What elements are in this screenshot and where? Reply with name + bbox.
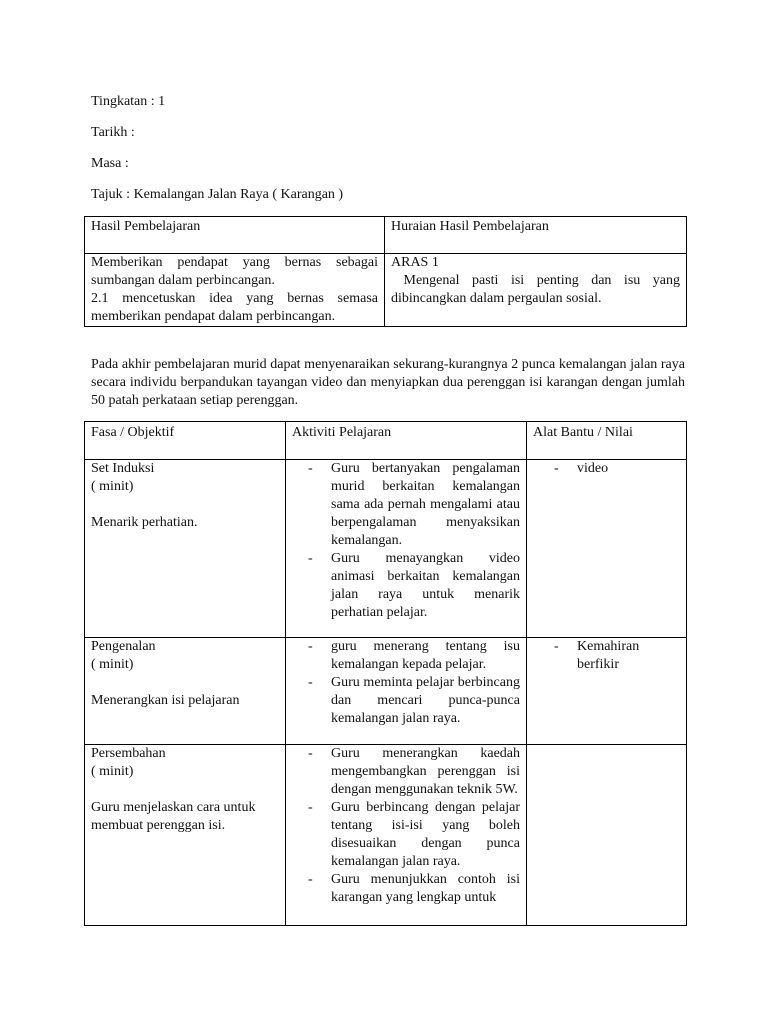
- list-item: - video: [554, 461, 609, 476]
- phase-duration: ( minit): [91, 479, 134, 494]
- tingkatan-line: Tingkatan : 1: [91, 94, 166, 109]
- phase-duration: ( minit): [91, 657, 134, 672]
- bullet-dash: -: [308, 461, 313, 476]
- tajuk-line: Tajuk : Kemalangan Jalan Raya ( Karangan ): [91, 187, 344, 202]
- list-item: - guru menerang tentang isu kemalangan kepada pelajar.: [308, 639, 520, 672]
- phase-duration: ( minit): [91, 764, 134, 779]
- header-aktiviti: Aktiviti Pelajaran: [286, 422, 527, 460]
- aids-cell: [527, 745, 687, 926]
- bullet-dash: -: [308, 551, 313, 566]
- list-item: - Guru menayangkan video animasi berkaitan kemalangan jalan raya untuk menarik perhatian pelajar.: [308, 551, 520, 620]
- activity-cell: [286, 745, 527, 926]
- activity-row-persembahan: [85, 745, 687, 926]
- list-item: - Guru berbincang dengan pelajar tentang isi-isi yang boleh disesuaikan dengan punca kemalangan jalan raya.: [308, 800, 520, 869]
- phase-objective: Guru menjelaskan cara untuk membuat perenggan isi.: [91, 800, 256, 833]
- outcome-standard: 2.1 mencetuskan idea yang bernas semasa memberikan pendapat dalam perbincangan.: [91, 291, 378, 324]
- activity-cell: [286, 638, 527, 745]
- list-item: - Guru menerangkan kaedah mengembangkan perenggan isi dengan menggunakan teknik 5W.: [308, 746, 520, 797]
- outcome-statement: Memberikan pendapat yang bernas sebagai sumbangan dalam perbincangan.: [91, 255, 378, 288]
- learning-outcomes-table: [84, 216, 687, 327]
- phase-cell: [85, 638, 286, 745]
- lesson-activity-table: [84, 421, 687, 926]
- aids-cell: [527, 638, 687, 745]
- header-fasa: Fasa / Objektif: [85, 422, 286, 460]
- phase-cell: [85, 745, 286, 926]
- tarikh-line: Tarikh :: [91, 125, 135, 140]
- bullet-dash: -: [554, 461, 559, 476]
- objective-paragraph: Pada akhir pembelajaran murid dapat menyenaraikan sekurang-kurangnya 2 punca kemalangan jalan raya secara individu berpandukan tayangan video dan menyiapkan dua perenggan isi karangan dengan jumlah 50 patah perkataan setiap perenggan.: [91, 357, 685, 408]
- outcomes-header-huraian: Huraian Hasil Pembelajaran: [385, 217, 687, 254]
- list-item: - Guru bertanyakan pengalaman murid berkaitan kemalangan sama ada pernah mengalami atau berpengalaman menyaksikan kemalangan.: [308, 461, 520, 548]
- bullet-dash: -: [554, 639, 559, 654]
- bullet-dash: -: [308, 746, 313, 761]
- masa-line: Masa :: [91, 156, 129, 171]
- bullet-dash: -: [308, 872, 313, 887]
- list-item: - Guru meminta pelajar berbincang dan mencari punca-punca kemalangan jalan raya.: [308, 675, 520, 726]
- phase-name: Pengenalan: [91, 639, 156, 654]
- phase-objective: Menarik perhatian.: [91, 515, 198, 530]
- list-item: - Kemahiran berfikir: [554, 639, 640, 672]
- aids-cell: [527, 460, 687, 638]
- outcomes-header-hasil: Hasil Pembelajaran: [85, 217, 385, 254]
- outcomes-huraian-cell: [385, 254, 687, 327]
- bullet-dash: -: [308, 639, 313, 654]
- activity-cell: [286, 460, 527, 638]
- outcomes-body-row: [85, 254, 687, 327]
- activity-row-set-induksi: [85, 460, 687, 638]
- phase-cell: [85, 460, 286, 638]
- bullet-dash: -: [308, 675, 313, 690]
- activity-row-pengenalan: [85, 638, 687, 745]
- header-alat-bantu: Alat Bantu / Nilai: [527, 422, 687, 460]
- outcomes-header-row: [85, 217, 687, 254]
- list-item: - Guru menunjukkan contoh isi karangan yang lengkap untuk: [308, 872, 520, 905]
- phase-objective: Menerangkan isi pelajaran: [91, 693, 240, 708]
- phase-name: Persembahan: [91, 746, 166, 761]
- outcomes-hasil-cell: [85, 254, 385, 327]
- activity-header-row: [85, 422, 687, 460]
- aras-level: ARAS 1: [391, 255, 439, 270]
- phase-name: Set Induksi: [91, 461, 155, 476]
- huraian-text: Mengenal pasti isi penting dan isu yang dibincangkan dalam pergaulan sosial.: [391, 273, 684, 306]
- bullet-dash: -: [308, 800, 313, 815]
